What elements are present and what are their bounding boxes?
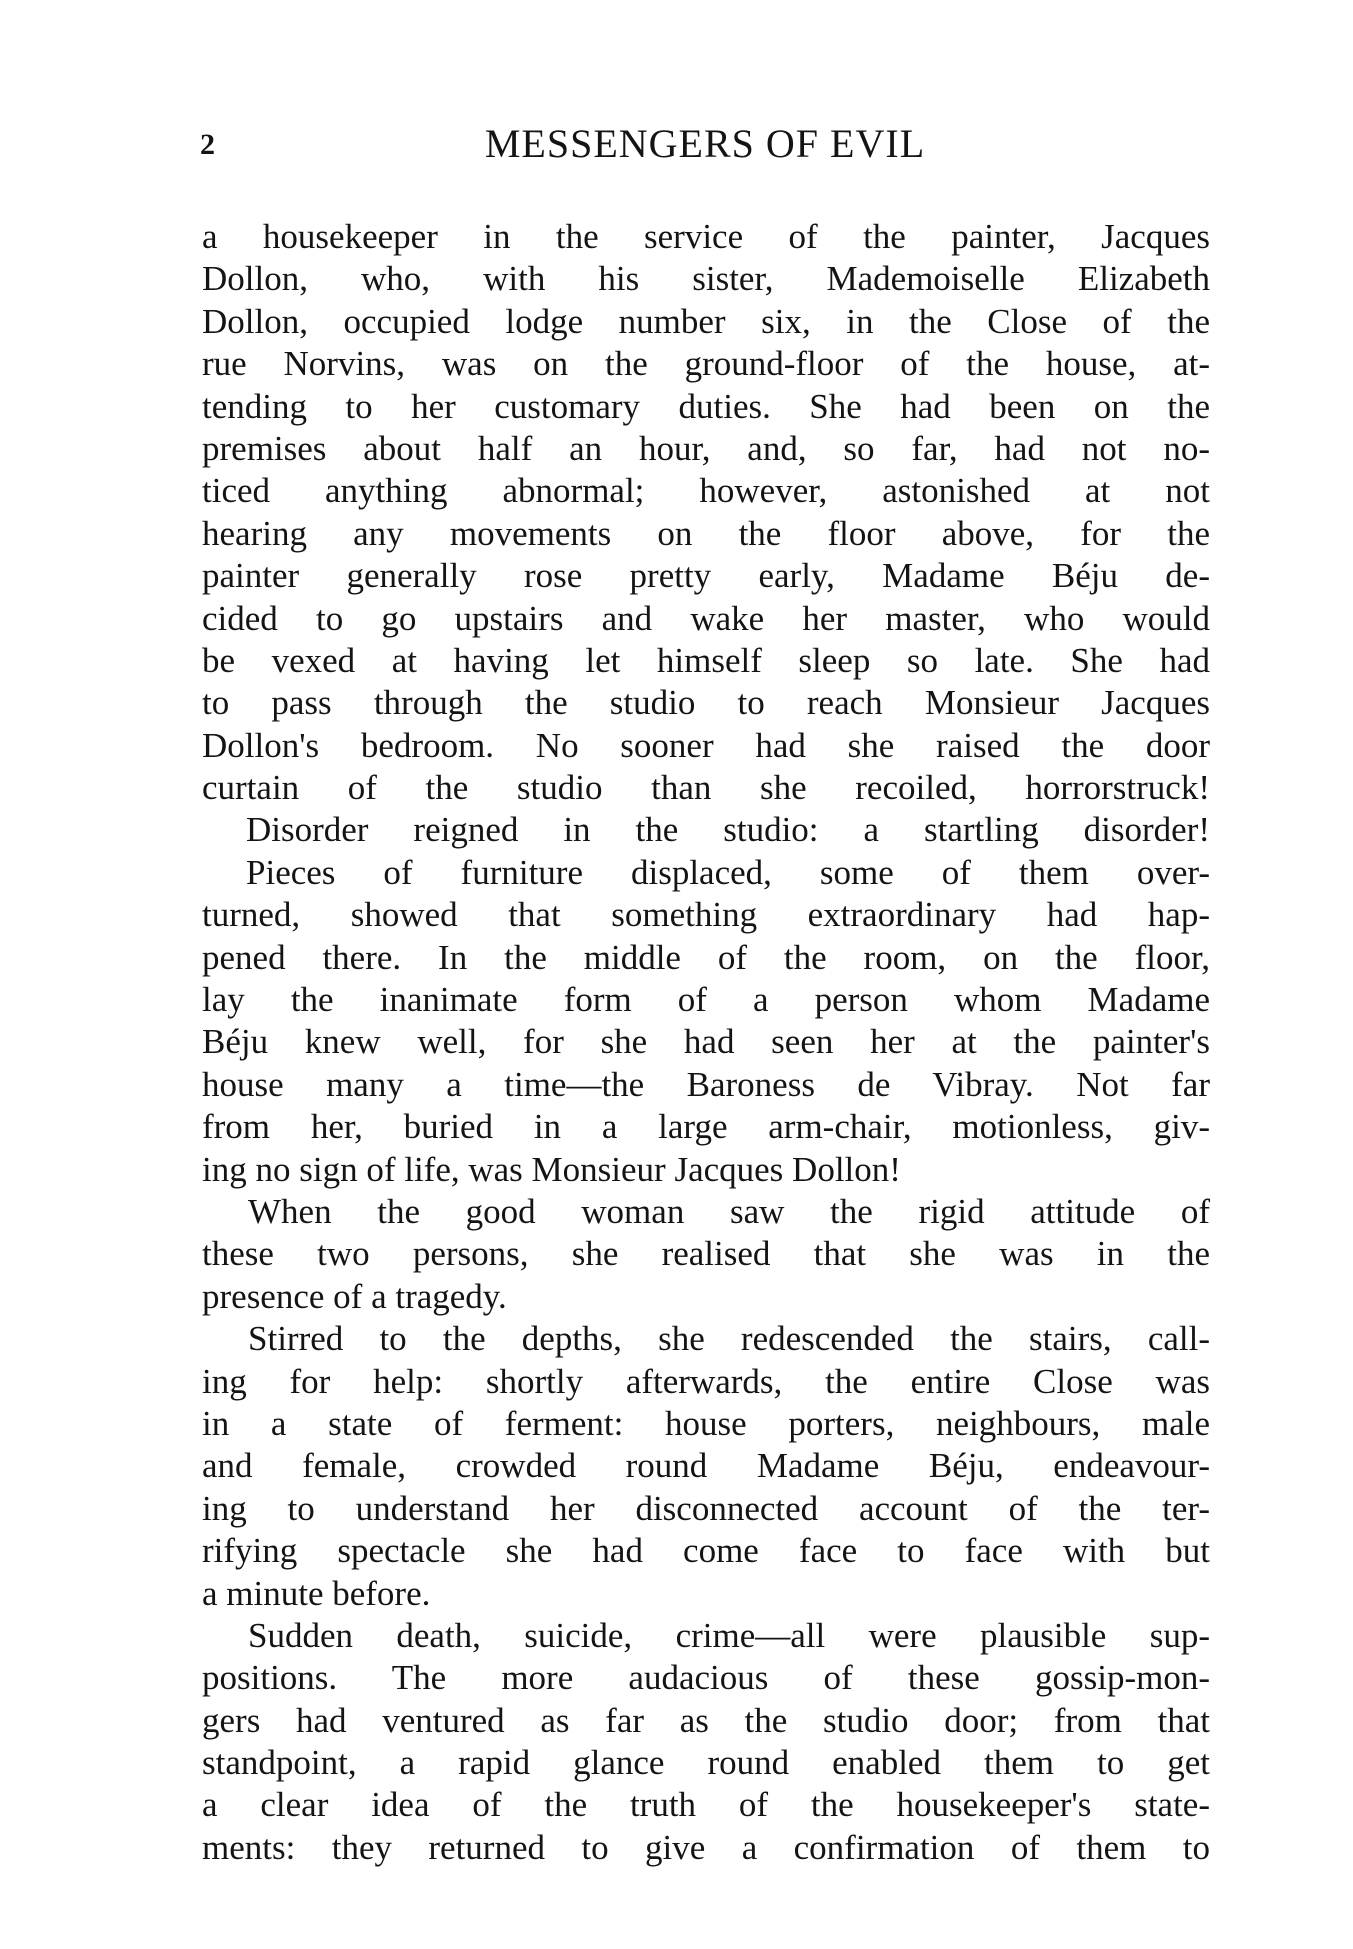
- text-line: Dollon's bedroom. No sooner had she raised the door: [202, 725, 1210, 765]
- body-text: [202, 216, 1210, 1869]
- text-line: these two persons, she realised that she was in the: [202, 1234, 1210, 1274]
- text-line: Stirred to the depths, she redescended the stairs, call-: [248, 1319, 1210, 1359]
- text-line: cided to go upstairs and wake her master, who would: [202, 598, 1210, 638]
- text-line: to pass through the studio to reach Monsieur Jacques: [202, 683, 1210, 723]
- text-line: house many a time—the Baroness de Vibray. Not far: [202, 1064, 1210, 1104]
- text-line: ing to understand her disconnected account of the ter-: [202, 1488, 1210, 1528]
- text-line: hearing any movements on the floor above, for the: [202, 513, 1210, 553]
- text-line: gers had ventured as far as the studio door; from that: [202, 1700, 1210, 1740]
- text-line: positions. The more audacious of these gossip-mon-: [202, 1658, 1210, 1698]
- text-line: When the good woman saw the rigid attitude of: [248, 1191, 1210, 1231]
- text-line: turned, showed that something extraordinary had hap-: [202, 895, 1210, 935]
- text-line: tending to her customary duties. She had been on the: [202, 386, 1210, 426]
- running-head: MESSENGERS OF EVIL: [484, 121, 926, 166]
- text-line: a minute before.: [202, 1573, 431, 1613]
- text-line: from her, buried in a large arm-chair, motionless, giv-: [202, 1107, 1210, 1147]
- text-line: a clear idea of the truth of the housekeeper's state-: [202, 1785, 1210, 1825]
- text-line: be vexed at having let himself sleep so late. She had: [202, 640, 1210, 680]
- text-line: Disorder reigned in the studio: a startling disorder!: [246, 810, 1210, 850]
- text-line: lay the inanimate form of a person whom Madame: [202, 980, 1210, 1020]
- text-line: Dollon, who, with his sister, Mademoiselle Elizabeth: [202, 259, 1210, 299]
- text-line: presence of a tragedy.: [202, 1276, 507, 1316]
- text-line: rue Norvins, was on the ground-floor of the house, at-: [202, 344, 1210, 384]
- text-line: premises about half an hour, and, so far, had not no-: [202, 428, 1210, 468]
- text-line: Béju knew well, for she had seen her at the painter's: [202, 1022, 1210, 1062]
- page-number: 2: [200, 128, 215, 161]
- text-line: pened there. In the middle of the room, on the floor,: [202, 937, 1210, 977]
- text-line: curtain of the studio than she recoiled, horrorstruck!: [202, 768, 1210, 808]
- text-line: ments: they returned to give a confirmation of them to: [202, 1827, 1210, 1867]
- text-line: Pieces of furniture displaced, some of them over-: [246, 852, 1210, 892]
- text-line: a housekeeper in the service of the painter, Jacques: [202, 217, 1210, 256]
- text-line: Sudden death, suicide, crime—all were plausible sup-: [248, 1615, 1210, 1655]
- text-line: painter generally rose pretty early, Madame Béju de-: [202, 556, 1210, 596]
- text-line: ing no sign of life, was Monsieur Jacques Dollon!: [202, 1149, 901, 1189]
- text-line: rifying spectacle she had come face to face with but: [202, 1531, 1210, 1571]
- text-line: in a state of ferment: house porters, neighbours, male: [202, 1403, 1210, 1443]
- text-line: standpoint, a rapid glance round enabled them to get: [202, 1743, 1210, 1783]
- page-header: [200, 120, 1210, 176]
- text-line: ing for help: shortly afterwards, the entire Close was: [202, 1361, 1210, 1401]
- text-line: ticed anything abnormal; however, astonished at not: [202, 471, 1210, 511]
- text-line: Dollon, occupied lodge number six, in the Close of the: [202, 301, 1210, 341]
- text-line: and female, crowded round Madame Béju, endeavour-: [202, 1446, 1210, 1486]
